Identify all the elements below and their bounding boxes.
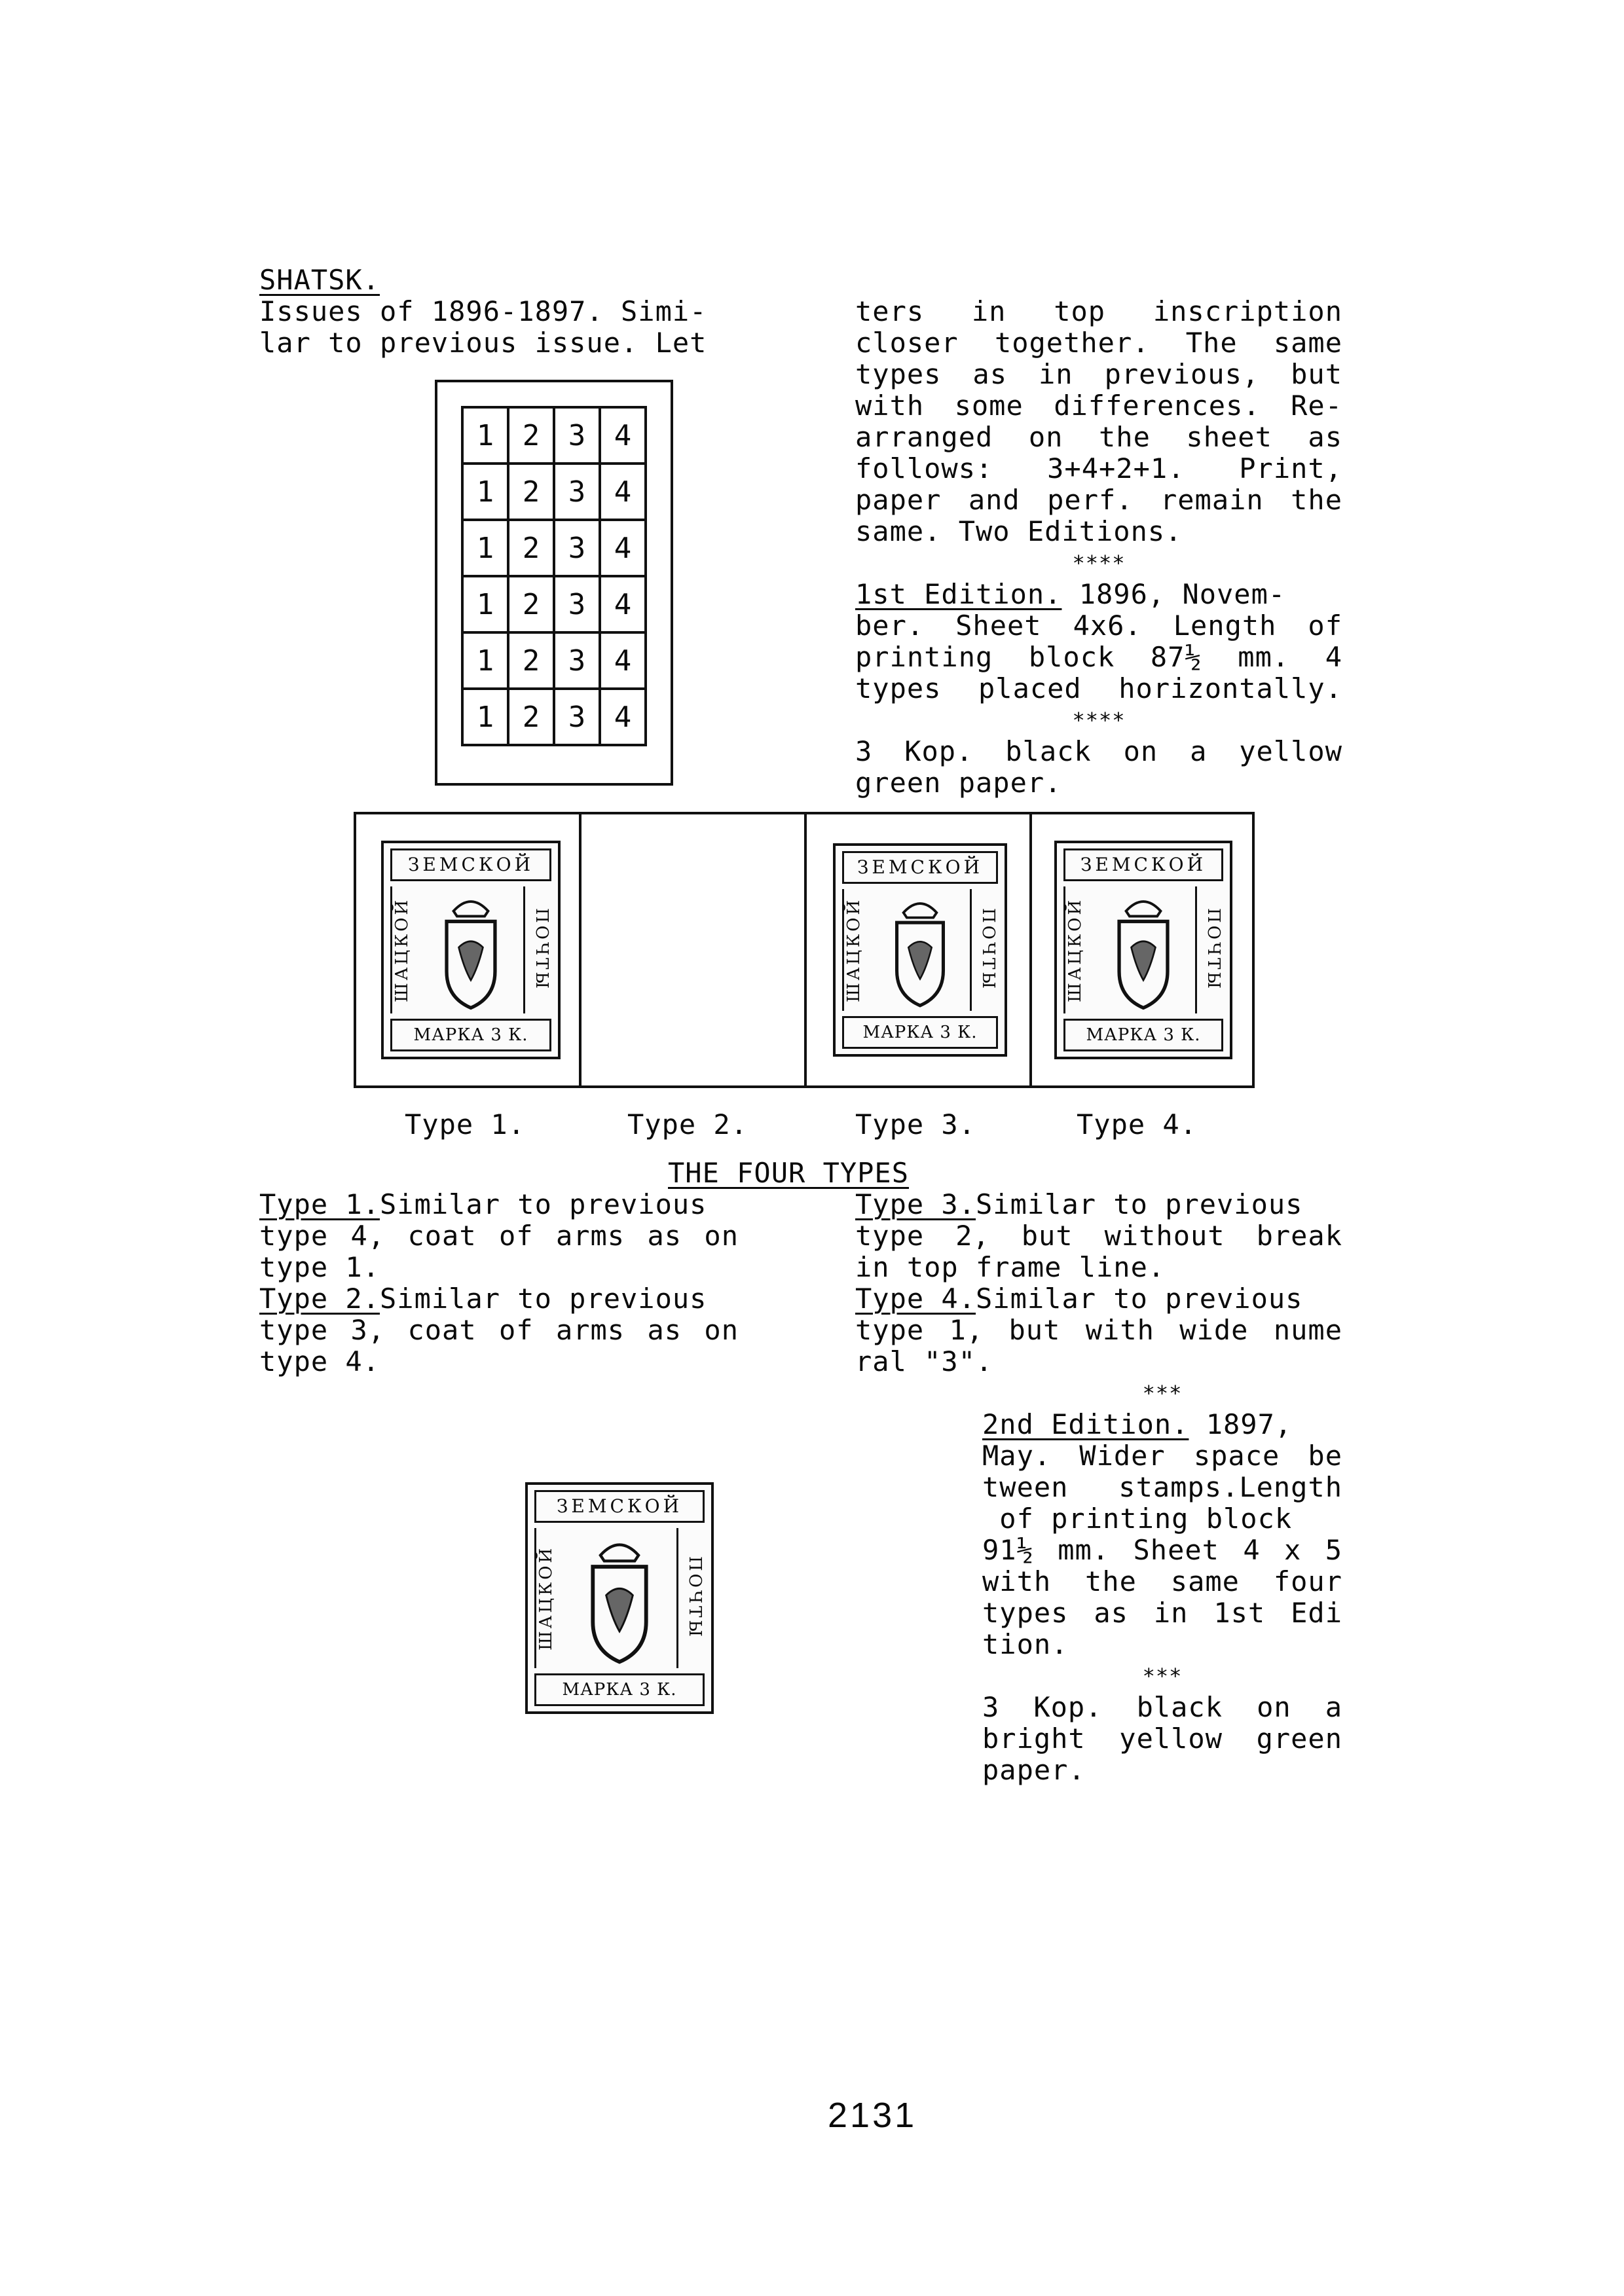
second-edition-line-6: with the same four xyxy=(982,1565,1342,1597)
second-edition-line-1: 1897, xyxy=(1189,1408,1293,1440)
type-3-label: Type 3. xyxy=(855,1188,976,1220)
grid-cell: 2 xyxy=(508,632,554,689)
first-edition-line-4: types placed horizontally. xyxy=(855,672,1342,704)
stamp-right-inscription: ПОЧТЫ xyxy=(1195,886,1223,1013)
intro-right-line-5: arranged on the sheet as xyxy=(855,421,1342,453)
stamp-left-inscription: ШАЦКОЙ xyxy=(1063,886,1092,1013)
grid-cell: 4 xyxy=(600,632,646,689)
grid-cell: 3 xyxy=(554,464,600,520)
stamp-bottom-inscription: МАРКА 3 К. xyxy=(390,1019,551,1051)
grid-cell: 1 xyxy=(462,407,508,464)
grid-cell: 3 xyxy=(554,407,600,464)
grid-cell: 4 xyxy=(600,407,646,464)
grid-row xyxy=(462,576,646,632)
coat-of-arms-icon xyxy=(1096,885,1190,1015)
intro-left-line-1: Issues of 1896-1897. Simi- xyxy=(259,295,707,327)
first-edition-title: 1st Edition. xyxy=(855,578,1062,610)
second-edition-value-line-3: paper. xyxy=(982,1754,1086,1786)
grid-cell: 2 xyxy=(508,407,554,464)
stamp-second-edition xyxy=(525,1482,714,1714)
four-types-separator: *** xyxy=(1142,1381,1183,1406)
four-types-title: THE FOUR TYPES xyxy=(668,1157,910,1189)
type-2-line-1: Similar to previous xyxy=(380,1283,707,1315)
type-2-line-2: type 3, coat of arms as on xyxy=(259,1314,739,1346)
coat-of-arms-icon xyxy=(567,1527,672,1669)
stamp-top-inscription: ЗЕМСКОЙ xyxy=(1063,848,1223,881)
intro-right-line-6: follows: 3+4+2+1. Print, xyxy=(855,452,1342,484)
stamp-left-inscription: ШАЦКОЙ xyxy=(390,886,418,1013)
first-edition-line-3: printing block 87½ mm. 4 xyxy=(855,641,1342,673)
grid-cell: 1 xyxy=(462,632,508,689)
first-edition-line-1: 1896, Novem- xyxy=(1061,578,1286,610)
intro-right-line-8: same. Two Editions. xyxy=(855,515,1183,547)
stamp-bottom-inscription: МАРКА 3 К. xyxy=(534,1673,705,1706)
type-2-label: Type 2. xyxy=(259,1283,380,1315)
grid-row xyxy=(462,689,646,745)
grid-cell: 3 xyxy=(554,576,600,632)
grid-row xyxy=(462,520,646,576)
second-edition-line-8: tion. xyxy=(982,1628,1069,1660)
type-4-block xyxy=(855,1283,1302,1315)
type-2-block xyxy=(259,1283,707,1315)
stamp-cell-type-4 xyxy=(1032,814,1252,1085)
grid-cell: 2 xyxy=(508,576,554,632)
section-heading: SHATSK. xyxy=(259,264,380,296)
second-edition-value-line-1: 3 Kop. black on a xyxy=(982,1691,1342,1723)
intro-right-line-3: types as in previous, but xyxy=(855,358,1342,390)
intro-right-line-2: closer together. The same xyxy=(855,327,1342,359)
grid-row xyxy=(462,464,646,520)
second-edition-title: 2nd Edition. xyxy=(982,1408,1189,1440)
stamp-top-inscription: ЗЕМСКОЙ xyxy=(842,851,998,884)
first-edition-value-line-2: green paper. xyxy=(855,767,1062,799)
grid-cell: 1 xyxy=(462,576,508,632)
coat-of-arms-icon xyxy=(423,885,519,1015)
stamp-top-inscription: ЗЕМСКОЙ xyxy=(534,1490,705,1523)
type-2-line-3: type 4. xyxy=(259,1345,380,1377)
type-3-line-2: type 2, but without break xyxy=(855,1220,1342,1252)
stamp-type-1 xyxy=(381,841,561,1059)
stamp-type-3 xyxy=(833,843,1007,1057)
stamp-top-inscription: ЗЕМСКОЙ xyxy=(390,848,551,881)
second-edition-line-3: tween stamps.Length xyxy=(982,1471,1342,1503)
intro-right-line-4: with some differences. Re- xyxy=(855,390,1342,422)
stamp-left-inscription: ШАЦКОЙ xyxy=(534,1528,563,1668)
type-1-line-1: Similar to previous xyxy=(380,1188,707,1220)
intro-right-line-7: paper and perf. remain the xyxy=(855,484,1342,516)
stamp-cell-type-3 xyxy=(807,814,1032,1085)
type-4-line-1: Similar to previous xyxy=(976,1283,1303,1315)
stamp-bottom-inscription: МАРКА 3 К. xyxy=(842,1016,998,1049)
grid-cell: 3 xyxy=(554,632,600,689)
type-4-line-2: type 1, but with wide nume xyxy=(855,1314,1342,1346)
type-1-line-3: type 1. xyxy=(259,1251,380,1283)
stamp-right-inscription: ПОЧТЫ xyxy=(676,1528,705,1668)
stamp-cell-type-2-empty xyxy=(581,814,807,1085)
caption-type-4: Type 4. xyxy=(1077,1108,1198,1140)
grid-cell: 4 xyxy=(600,464,646,520)
first-edition-line-2: ber. Sheet 4x6. Length of xyxy=(855,610,1342,642)
intro-separator: **** xyxy=(1072,551,1126,575)
grid-cell: 2 xyxy=(508,689,554,745)
grid-cell: 4 xyxy=(600,520,646,576)
type-3-block xyxy=(855,1189,1302,1220)
second-edition-line-7: types as in 1st Edi xyxy=(982,1597,1342,1629)
intro-left-line-2: lar to previous issue. Let xyxy=(259,327,707,359)
first-edition-block xyxy=(855,579,1285,610)
stamp-right-inscription: ПОЧТЫ xyxy=(970,889,998,1011)
coat-of-arms-icon xyxy=(875,888,965,1012)
grid-cell: 4 xyxy=(600,576,646,632)
type-4-line-3: ral "3". xyxy=(855,1345,993,1377)
second-edition-line-4: of printing block xyxy=(982,1503,1293,1535)
caption-type-3: Type 3. xyxy=(855,1108,976,1140)
first-edition-separator: **** xyxy=(1072,708,1126,733)
stamp-bottom-inscription: МАРКА 3 К. xyxy=(1063,1019,1223,1051)
grid-cell: 1 xyxy=(462,464,508,520)
grid-row xyxy=(462,407,646,464)
type-1-block xyxy=(259,1189,707,1220)
grid-cell: 3 xyxy=(554,520,600,576)
sheet-layout-grid xyxy=(461,406,647,746)
stamp-right-inscription: ПОЧТЫ xyxy=(523,886,551,1013)
stamp-left-inscription: ШАЦКОЙ xyxy=(842,889,870,1011)
grid-cell: 2 xyxy=(508,464,554,520)
first-edition-value-line-1: 3 Kop. black on a yellow xyxy=(855,735,1342,767)
type-3-line-1: Similar to previous xyxy=(976,1188,1303,1220)
type-1-line-2: type 4, coat of arms as on xyxy=(259,1220,739,1252)
grid-cell: 4 xyxy=(600,689,646,745)
caption-type-2: Type 2. xyxy=(627,1108,748,1140)
type-3-line-3: in top frame line. xyxy=(855,1251,1166,1283)
stamp-type-4 xyxy=(1054,841,1232,1059)
stamp-cell-type-1 xyxy=(356,814,581,1085)
grid-row xyxy=(462,632,646,689)
sheet-layout-frame xyxy=(435,380,673,786)
grid-cell: 2 xyxy=(508,520,554,576)
intro-right-line-1: ters in top inscription xyxy=(855,295,1342,327)
second-edition-line-2: May. Wider space be xyxy=(982,1440,1342,1472)
grid-cell: 1 xyxy=(462,520,508,576)
second-edition-block xyxy=(982,1409,1292,1440)
caption-type-1: Type 1. xyxy=(405,1108,526,1140)
second-edition-value-line-2: bright yellow green xyxy=(982,1722,1342,1755)
grid-cell: 1 xyxy=(462,689,508,745)
grid-cell: 3 xyxy=(554,689,600,745)
type-1-label: Type 1. xyxy=(259,1188,380,1220)
second-edition-separator: *** xyxy=(1142,1664,1183,1688)
second-edition-line-5: 91½ mm. Sheet 4 x 5 xyxy=(982,1534,1342,1566)
stamp-strip xyxy=(354,812,1255,1088)
type-4-label: Type 4. xyxy=(855,1283,976,1315)
page-number: 2131 xyxy=(828,2096,917,2135)
